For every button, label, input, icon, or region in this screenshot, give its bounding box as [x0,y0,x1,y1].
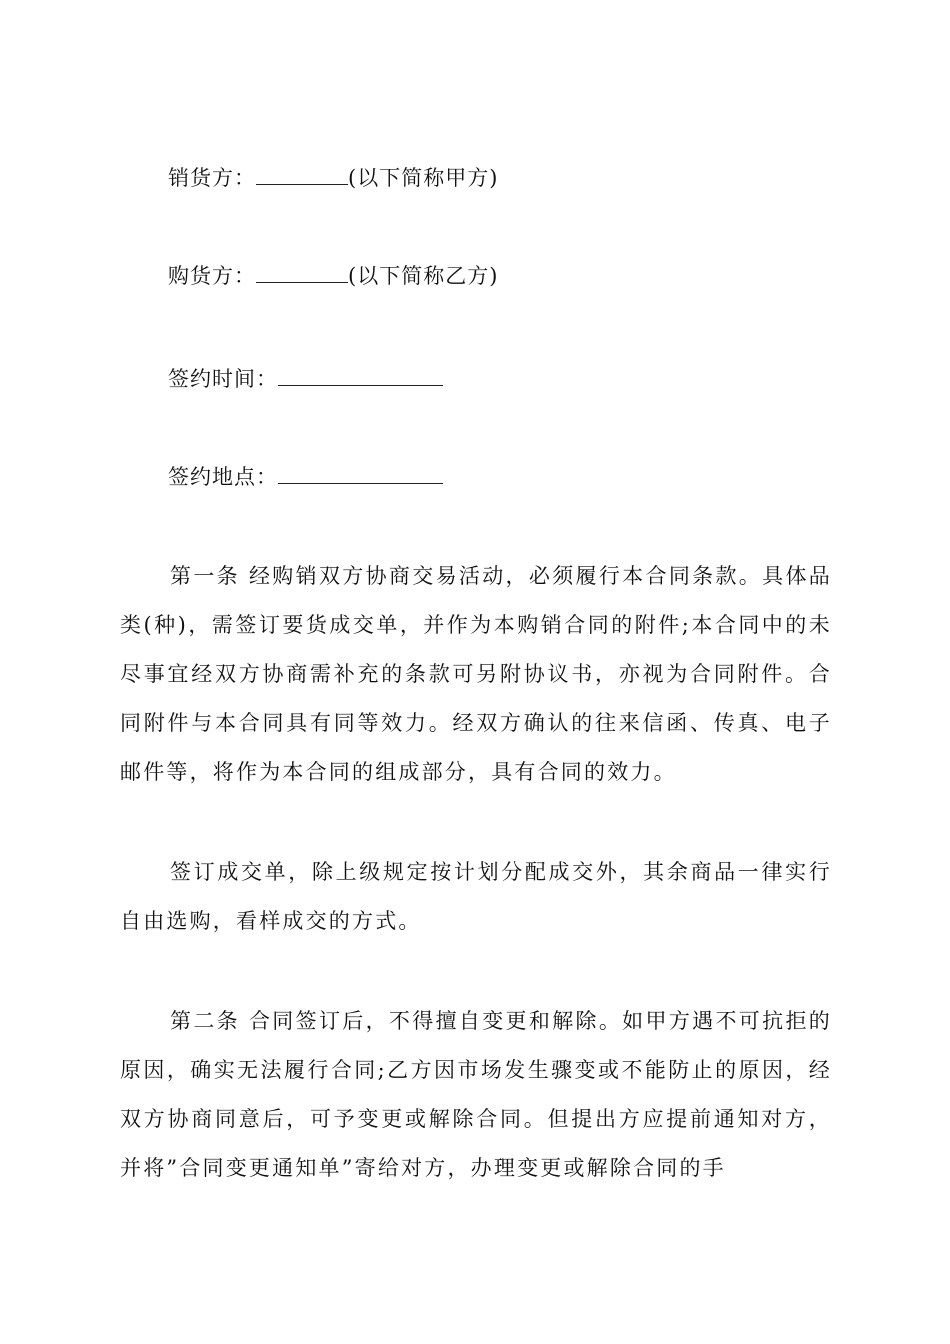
sign-time-field [168,367,443,391]
sign-time-blank [278,367,443,386]
seller-label: 销货方： [168,166,256,190]
buyer-field [168,264,498,288]
buyer-blank [256,264,348,283]
sign-place-blank [278,465,443,484]
seller-suffix: (以下简称甲方) [348,166,499,190]
sign-place-label: 签约地点： [168,465,278,489]
article-1-paragraph: 第一条 经购销双方协商交易活动，必须履行本合同条款。具体品类(种)，需签订要货成交单，并作为本购销合同的附件;本合同中的未尽事宜经双方协商需补充的条款可另附协议书，亦视为合同附件。合同附件与本合同具有同等效力。经双方确认的往来信函、传真、电子邮件等，将作为本合同的组成部分，具有合同的效力。 [120,564,832,784]
sign-time-label: 签约时间： [168,367,278,391]
article-2-paragraph: 第二条 合同签订后，不得擅自变更和解除。如甲方遇不可抗拒的原因，确实无法履行合同;乙方因市场发生骤变或不能防止的原因，经双方协商同意后，可予变更或解除合同。但提出方应提前通知对方，并将”合同变更通知单”寄给对方，办理变更或解除合同的手 [120,1009,832,1180]
buyer-label: 购货方： [168,264,256,288]
buyer-suffix: (以下简称乙方) [348,264,499,288]
article-1-supplement-paragraph: 签订成交单，除上级规定按计划分配成交外，其余商品一律实行自由选购，看样成交的方式。 [120,860,832,933]
seller-blank [256,166,348,185]
sign-place-field [168,465,443,489]
seller-field [168,166,498,190]
